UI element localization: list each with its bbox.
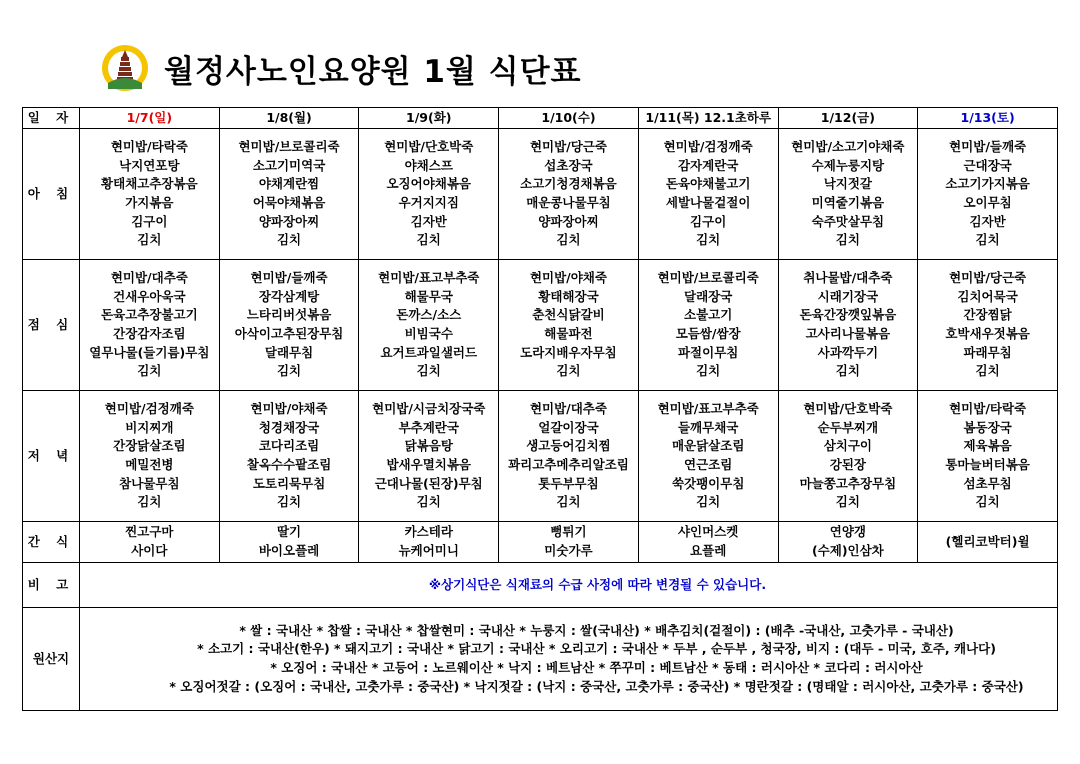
menu-item: 현미밥/검정깨죽 bbox=[104, 401, 194, 417]
menu-item: 얼갈이장국 bbox=[538, 419, 599, 435]
origin-line: * 소고기 : 국내산(한우) * 돼지고기 : 국내산 * 닭고기 : 국내산 * 오리고기 : 국내산 * 두부 , 순두부 , 청국장, 비지 : (대두 - 미국, 호주, 캐나다) bbox=[197, 641, 996, 657]
menu-item: 장각삼계탕 bbox=[258, 288, 320, 304]
menu-item: 오징어야채볶음 bbox=[386, 176, 472, 192]
meal-cell bbox=[499, 129, 639, 260]
meal-cell bbox=[219, 260, 359, 391]
dinner-label: 저 녁 bbox=[23, 391, 80, 522]
menu-item: 현미밥/표고부추죽 bbox=[657, 401, 759, 417]
origin-line: * 쌀 : 국내산 * 찹쌀 : 국내산 * 찹쌀현미 : 국내산 * 누룽지 : 쌀(국내산) * 배추김치(겉절이) : (배추 -국내산, 고춧가루 - 국내산) bbox=[239, 622, 954, 638]
meal-cell bbox=[638, 129, 778, 260]
menu-item: 김치 bbox=[556, 363, 581, 379]
menu-item: 간장닭살조림 bbox=[113, 438, 186, 454]
menu-item: 현미밥/타락죽 bbox=[110, 139, 188, 155]
meal-cell bbox=[918, 391, 1058, 522]
meal-cell bbox=[499, 391, 639, 522]
menu-item: 간장찜닭 bbox=[963, 307, 1012, 323]
menu-item: 현미밥/단호박죽 bbox=[384, 139, 474, 155]
menu-item: 세발나물겉절이 bbox=[665, 195, 751, 210]
menu-item: 김구이 bbox=[131, 213, 168, 229]
menu-item: 봄동장국 bbox=[963, 419, 1012, 435]
menu-item: 연양갱 bbox=[829, 524, 866, 540]
menu-item: 샤인머스켓 bbox=[677, 524, 739, 540]
menu-item: 메밀전병 bbox=[125, 457, 174, 472]
note-label: 비 고 bbox=[23, 563, 80, 608]
menu-item: 현미밥/브로콜리죽 bbox=[238, 139, 340, 155]
menu-item: 현미밥/당근죽 bbox=[529, 139, 607, 155]
date-cell: 1/9(화) bbox=[359, 108, 499, 129]
dinner-row bbox=[23, 391, 1058, 522]
menu-item: 김치 bbox=[835, 363, 860, 379]
menu-item: 고사리나물볶음 bbox=[805, 326, 891, 341]
meal-cell bbox=[80, 129, 220, 260]
menu-item: 부추계란국 bbox=[398, 419, 459, 435]
meal-cell bbox=[778, 391, 918, 522]
menu-item: 닭볶음탕 bbox=[404, 438, 453, 454]
menu-item: 청경채장국 bbox=[258, 419, 320, 435]
meal-cell bbox=[80, 391, 220, 522]
meal-cell bbox=[638, 260, 778, 391]
note-row bbox=[23, 563, 1058, 608]
menu-item: 매운닭살조림 bbox=[671, 438, 745, 454]
menu-item: 김치 bbox=[975, 232, 1000, 248]
meal-cell bbox=[359, 129, 499, 260]
temple-logo-icon bbox=[100, 43, 150, 93]
menu-item: 코다리조림 bbox=[258, 438, 320, 454]
menu-item: 야채계란찜 bbox=[258, 176, 320, 192]
menu-item: 딸기 bbox=[276, 524, 302, 540]
menu-item: 현미밥/소고기야채죽 bbox=[791, 139, 905, 155]
menu-item: 도토리묵무침 bbox=[252, 475, 326, 491]
menu-item: 현미밥/브로콜리죽 bbox=[657, 270, 759, 286]
menu-item: 쑥갓팽이무침 bbox=[671, 475, 745, 491]
menu-item: 현미밥/타락죽 bbox=[949, 401, 1027, 417]
snack-cell bbox=[359, 522, 499, 563]
menu-item: 김자반 bbox=[969, 213, 1006, 229]
menu-item: 김치 bbox=[835, 494, 860, 510]
date-cell: 1/13(토) bbox=[918, 108, 1058, 129]
menu-item: 양파장아찌 bbox=[258, 213, 320, 229]
snack-cell bbox=[219, 522, 359, 563]
menu-item: 현미밥/대추죽 bbox=[529, 401, 607, 417]
meal-cell bbox=[638, 391, 778, 522]
menu-item: 황태채고추장볶음 bbox=[101, 176, 198, 192]
meal-cell bbox=[219, 129, 359, 260]
menu-item: 낙지연포탕 bbox=[119, 157, 180, 173]
meal-cell bbox=[359, 260, 499, 391]
menu-item: 숙주맛살무침 bbox=[811, 213, 885, 229]
snack-row bbox=[23, 522, 1058, 563]
date-cell: 1/10(수) bbox=[499, 108, 639, 129]
menu-item: 낙지젓갈 bbox=[823, 176, 873, 192]
menu-item: 모듬쌈/쌈장 bbox=[675, 326, 741, 341]
meal-cell bbox=[918, 260, 1058, 391]
menu-item: 김치 bbox=[276, 494, 302, 510]
menu-item: 파래무침 bbox=[963, 344, 1012, 360]
origin-line: * 오징어 : 국내산 * 고등어 : 노르웨이산 * 낙지 : 베트남산 * 쭈꾸미 : 베트남산 * 동태 : 러시아산 * 코다리 : 러시아산 bbox=[270, 660, 923, 675]
menu-item: 섬초무침 bbox=[963, 475, 1012, 491]
origin-label: 원산지 bbox=[23, 608, 80, 711]
page-title: 월정사노인요양원 1월 식단표 bbox=[164, 53, 582, 90]
meal-cell bbox=[499, 260, 639, 391]
breakfast-row bbox=[23, 129, 1058, 260]
menu-item: 삼치구이 bbox=[823, 438, 873, 454]
menu-item: 카스테라 bbox=[404, 524, 453, 540]
menu-item: 김치 bbox=[696, 363, 721, 379]
lunch-label: 점 심 bbox=[23, 260, 80, 391]
menu-table bbox=[22, 107, 1058, 711]
origin-cell bbox=[80, 608, 1058, 711]
menu-item: 도라지배우자무침 bbox=[520, 344, 617, 360]
menu-item: 김치 bbox=[416, 232, 441, 248]
menu-item: 김치 bbox=[416, 494, 441, 510]
menu-item: 김치 bbox=[416, 363, 441, 379]
menu-item: 김치 bbox=[556, 494, 581, 510]
menu-item: 해물무국 bbox=[404, 288, 453, 304]
snack-cell bbox=[499, 522, 639, 563]
menu-item: 강된장 bbox=[829, 457, 866, 472]
menu-item: 김치 bbox=[975, 363, 1000, 379]
menu-item: 현미밥/야채죽 bbox=[250, 401, 328, 417]
menu-item: 김구이 bbox=[690, 213, 727, 229]
date-row bbox=[23, 108, 1058, 129]
menu-item: 밥새우멸치볶음 bbox=[386, 457, 472, 472]
meal-cell bbox=[219, 391, 359, 522]
menu-item: 사이다 bbox=[131, 543, 168, 558]
menu-item: 감자계란국 bbox=[677, 157, 739, 173]
snack-label: 간 식 bbox=[23, 522, 80, 563]
menu-item: 오이무침 bbox=[963, 195, 1012, 210]
origin-row bbox=[23, 608, 1058, 711]
menu-item: 김치 bbox=[835, 232, 860, 248]
menu-item: 근대장국 bbox=[963, 157, 1012, 173]
note-text: ※상기식단은 식재료의 수급 사정에 따라 변경될 수 있습니다. bbox=[80, 563, 1058, 608]
menu-item: 제육볶음 bbox=[963, 438, 1012, 454]
menu-item: 야채스프 bbox=[404, 157, 453, 173]
breakfast-label: 아 침 bbox=[23, 129, 80, 260]
menu-item: 김치 bbox=[975, 494, 1000, 510]
menu-item: 호박새우젓볶음 bbox=[945, 326, 1030, 341]
menu-item: 파절이무침 bbox=[677, 344, 739, 360]
menu-item: 김자반 bbox=[410, 213, 447, 229]
menu-item: (헬리코박터)윌 bbox=[945, 533, 1030, 549]
date-cell: 1/11(목) 12.1초하루 bbox=[638, 108, 778, 129]
snack-cell bbox=[778, 522, 918, 563]
menu-item: 뻥튀기 bbox=[550, 524, 587, 540]
date-label: 일 자 bbox=[23, 108, 80, 129]
menu-item: 황태해장국 bbox=[538, 288, 599, 304]
meal-cell bbox=[778, 129, 918, 260]
menu-item: 김치 bbox=[137, 363, 162, 379]
menu-item: 해물파전 bbox=[544, 326, 593, 341]
lunch-row bbox=[23, 260, 1058, 391]
menu-item: 참나물무침 bbox=[119, 475, 180, 491]
menu-item: 섭초장국 bbox=[544, 157, 593, 173]
menu-item: 찰옥수수팥조림 bbox=[246, 457, 332, 472]
menu-item: 돈육야채불고기 bbox=[665, 176, 751, 192]
menu-item: 소고기미역국 bbox=[252, 157, 326, 173]
menu-item: 소고기청경채볶음 bbox=[520, 176, 617, 192]
menu-item: 연근조림 bbox=[684, 457, 733, 472]
meal-cell bbox=[359, 391, 499, 522]
menu-item: 꽈리고추메추리알조림 bbox=[508, 457, 629, 472]
menu-item: 돈까스/소스 bbox=[396, 307, 462, 323]
menu-item: 현미밥/야채죽 bbox=[529, 270, 607, 286]
menu-item: 김치 bbox=[276, 363, 302, 379]
menu-item: 미역줄기볶음 bbox=[811, 195, 885, 210]
menu-item: 근대나물(된장)무침 bbox=[374, 475, 483, 491]
date-cell: 1/7(일) bbox=[80, 108, 220, 129]
meal-cell bbox=[778, 260, 918, 391]
meal-cell bbox=[918, 129, 1058, 260]
menu-item: (수제)인삼차 bbox=[811, 543, 884, 558]
menu-item: 순두부찌개 bbox=[817, 419, 879, 435]
menu-item: 요거트과일샐러드 bbox=[380, 344, 478, 360]
menu-item: 김치어묵국 bbox=[957, 288, 1018, 304]
date-cell: 1/8(월) bbox=[219, 108, 359, 129]
snack-cell bbox=[638, 522, 778, 563]
menu-item: 김치 bbox=[696, 494, 721, 510]
menu-item: 아삭이고추된장무침 bbox=[234, 326, 344, 341]
menu-item: 소고기가지볶음 bbox=[945, 176, 1030, 192]
menu-item: 비지찌개 bbox=[125, 419, 174, 435]
date-cell: 1/12(금) bbox=[778, 108, 918, 129]
menu-item: 열무나물(들기름)무침 bbox=[89, 344, 210, 360]
menu-item: 현미밥/대추죽 bbox=[110, 270, 188, 286]
menu-item: 건새우아욱국 bbox=[113, 288, 186, 304]
menu-item: 사과깍두기 bbox=[817, 344, 879, 360]
menu-item: 마늘쫑고추장무침 bbox=[799, 475, 897, 491]
snack-cell bbox=[80, 522, 220, 563]
menu-item: 달래무침 bbox=[264, 344, 314, 360]
snack-cell bbox=[918, 522, 1058, 563]
menu-item: 우거지지짐 bbox=[398, 195, 459, 210]
menu-item: 소불고기 bbox=[684, 307, 733, 323]
menu-item: 양파장아찌 bbox=[538, 213, 599, 229]
menu-item: 미숫가루 bbox=[544, 543, 593, 558]
menu-item: 현미밥/들깨죽 bbox=[250, 270, 328, 286]
origin-line: * 오징어젓갈 : (오징어 : 국내산, 고춧가루 : 중국산) * 낙지젓갈 : (낙지 : 중국산, 고춧가루 : 중국산) * 명란젓갈 : (명태알 : 러시아산, 고춧가루 : 중국산) bbox=[169, 678, 1024, 694]
menu-item: 통마늘버터볶음 bbox=[945, 457, 1030, 472]
menu-item: 현미밥/당근죽 bbox=[949, 270, 1027, 286]
menu-item: 김치 bbox=[276, 232, 302, 248]
menu-item: 뉴케어미니 bbox=[398, 543, 459, 558]
menu-item: 매운콩나물무침 bbox=[526, 195, 611, 210]
menu-item: 수제누룽지탕 bbox=[811, 157, 885, 173]
menu-item: 김치 bbox=[137, 494, 162, 510]
menu-item: 돈육간장깻잎볶음 bbox=[799, 307, 897, 323]
menu-item: 바이오플레 bbox=[258, 543, 320, 558]
menu-item: 가지볶음 bbox=[125, 195, 174, 210]
menu-item: 간장감자조림 bbox=[113, 326, 186, 341]
menu-item: 현미밥/시금치장국죽 bbox=[372, 401, 486, 417]
menu-item: 김치 bbox=[556, 232, 581, 248]
menu-item: 현미밥/표고부추죽 bbox=[378, 270, 480, 286]
menu-item: 돈육고추장불고기 bbox=[101, 307, 198, 323]
menu-item: 김치 bbox=[137, 232, 162, 248]
menu-item: 취나물밥/대추죽 bbox=[803, 270, 893, 286]
menu-item: 현미밥/들깨죽 bbox=[949, 139, 1027, 155]
menu-item: 생고등어김치찜 bbox=[526, 438, 611, 454]
menu-item: 어묵야채볶음 bbox=[252, 195, 326, 210]
meal-cell bbox=[80, 260, 220, 391]
page-header bbox=[100, 40, 582, 96]
menu-item: 찐고구마 bbox=[125, 524, 174, 540]
menu-item: 현미밥/단호박죽 bbox=[803, 401, 893, 417]
menu-item: 느타리버섯볶음 bbox=[246, 307, 332, 323]
menu-item: 춘천식닭갈비 bbox=[532, 307, 605, 323]
menu-item: 톳두부무침 bbox=[538, 475, 599, 491]
menu-item: 시래기장국 bbox=[817, 288, 879, 304]
menu-item: 김치 bbox=[696, 232, 721, 248]
menu-item: 달래장국 bbox=[684, 288, 733, 304]
menu-item: 비빔국수 bbox=[404, 326, 453, 341]
menu-item: 들깨무채국 bbox=[677, 419, 739, 435]
menu-item: 현미밥/검정깨죽 bbox=[663, 139, 753, 155]
menu-item: 요플레 bbox=[690, 543, 727, 558]
